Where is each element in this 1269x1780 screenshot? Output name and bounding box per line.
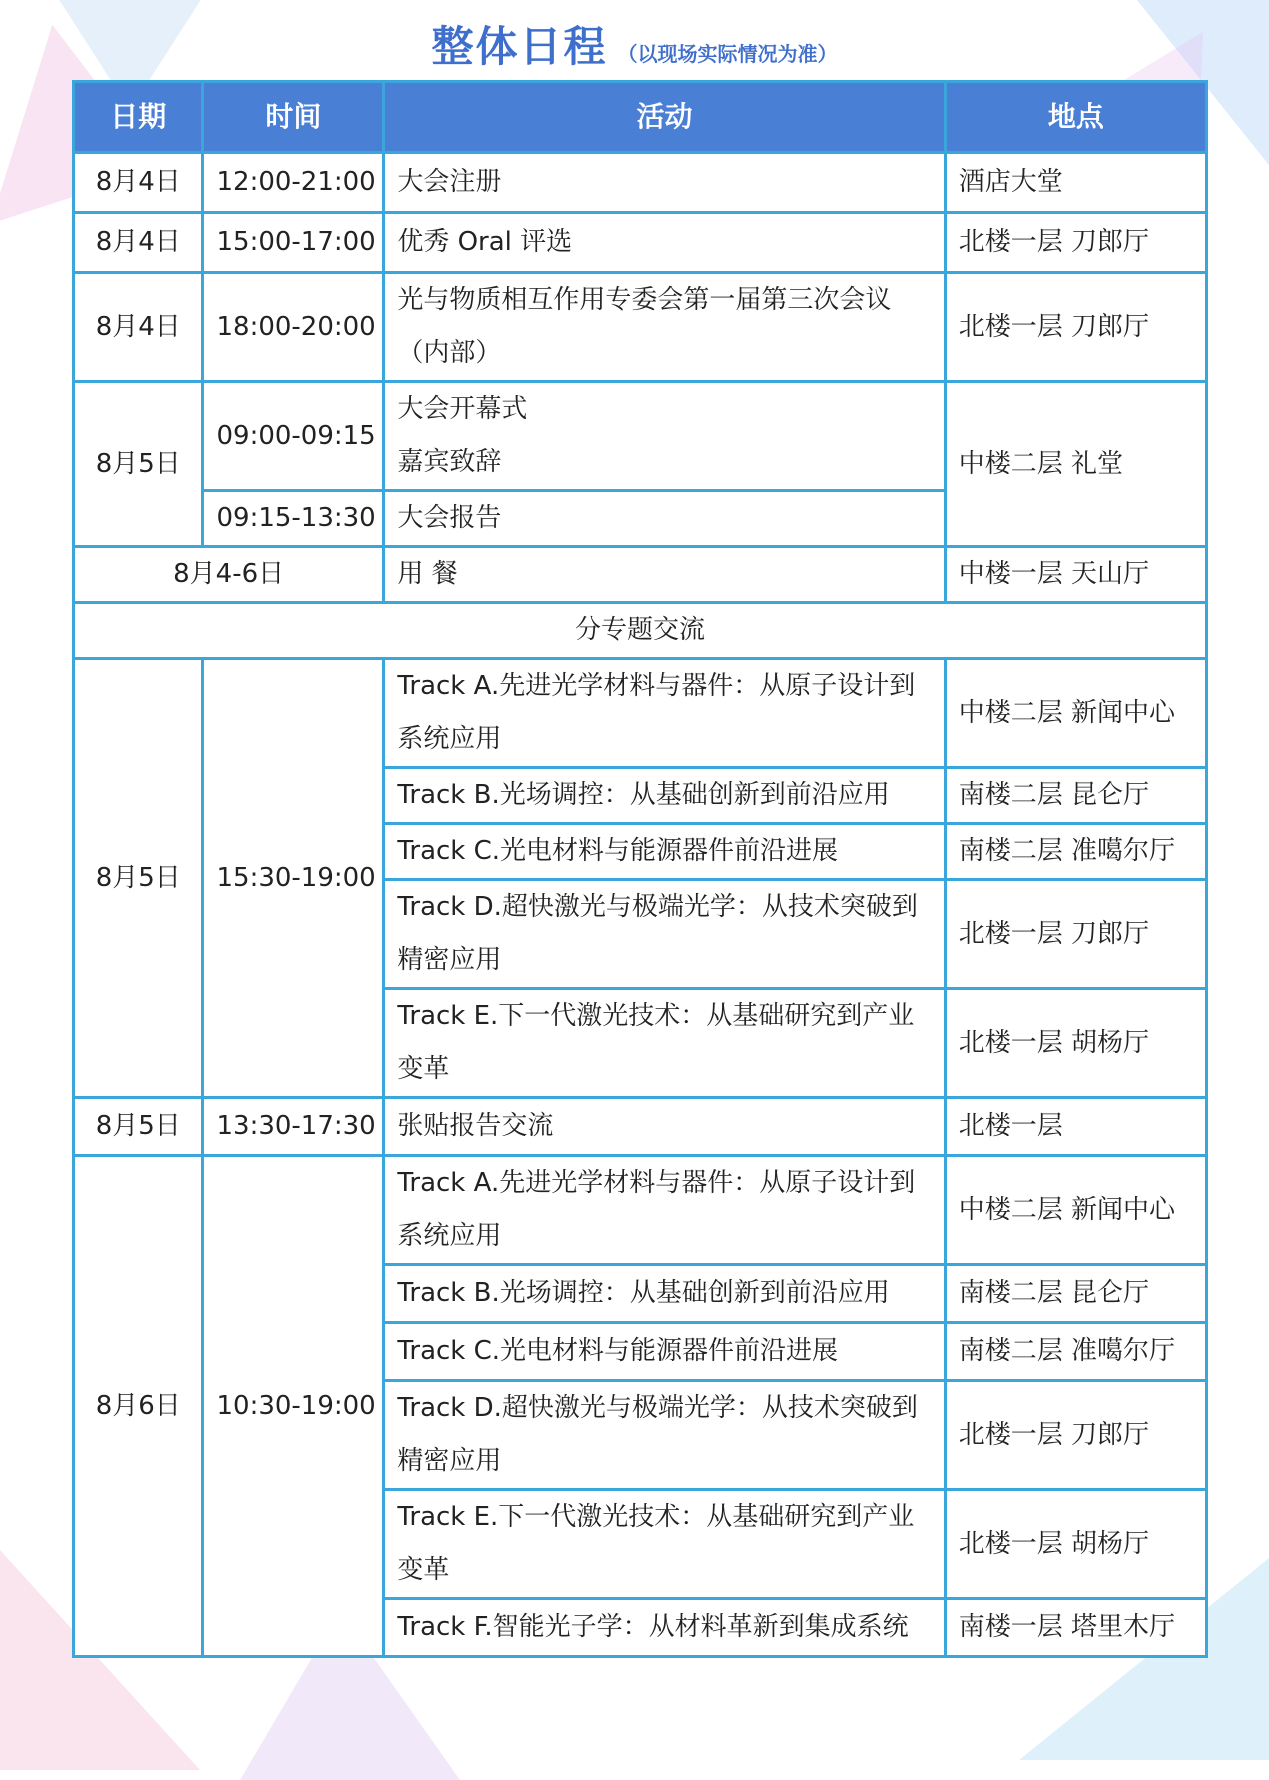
date-cell: 8月4日 [74, 153, 203, 213]
location-cell: 南楼一层 塔里木厅 [945, 1599, 1206, 1657]
activity-cell: Track D.超快激光与极端光学：从技术突破到精密应用 [384, 1381, 945, 1490]
activity-cell: Track C.光电材料与能源器件前沿进展 [384, 824, 945, 880]
time-cell: 15:30-19:00 [203, 659, 384, 1098]
location-cell: 北楼一层 [945, 1098, 1206, 1156]
header-row [74, 82, 1207, 153]
time-cell: 15:00-17:00 [203, 213, 384, 273]
location-cell: 中楼二层 新闻中心 [945, 659, 1206, 768]
schedule-title: 整体日程 [431, 22, 608, 71]
date-cell: 8月5日 [74, 382, 203, 547]
time-cell: 09:00-09:15 [203, 382, 384, 491]
location-cell: 北楼一层 胡杨厅 [945, 1490, 1206, 1599]
column-header-date: 日期 [74, 82, 203, 153]
activity-line: 大会开幕式 [397, 394, 528, 424]
schedule-subtitle: （以现场实际情况为准） [617, 42, 838, 66]
activity-cell: Track A.先进光学材料与器件：从原子设计到系统应用 [384, 659, 945, 768]
activity-cell: 大会报告 [384, 491, 945, 547]
table-row [74, 382, 1207, 491]
activity-cell: 张贴报告交流 [384, 1098, 945, 1156]
column-header-activity: 活动 [384, 82, 945, 153]
date-cell: 8月6日 [74, 1156, 203, 1657]
location-cell: 南楼二层 昆仑厅 [945, 768, 1206, 824]
schedule-table [72, 80, 1208, 1658]
table-row [74, 1098, 1207, 1156]
table-row [74, 659, 1207, 768]
activity-line: 嘉宾致辞 [397, 447, 502, 477]
table-row [74, 213, 1207, 273]
location-cell: 南楼二层 准噶尔厅 [945, 824, 1206, 880]
table-row [74, 153, 1207, 213]
date-range-cell: 8月4-6日 [74, 547, 384, 603]
activity-cell: 用 餐 [384, 547, 945, 603]
activity-cell: Track E.下一代激光技术：从基础研究到产业变革 [384, 989, 945, 1098]
location-cell: 南楼二层 准噶尔厅 [945, 1323, 1206, 1381]
column-header-location: 地点 [945, 82, 1206, 153]
time-cell: 09:15-13:30 [203, 491, 384, 547]
date-cell: 8月4日 [74, 213, 203, 273]
activity-cell: 光与物质相互作用专委会第一届第三次会议（内部） [384, 273, 945, 382]
page-title [0, 14, 1269, 74]
section-heading: 分专题交流 [74, 603, 1207, 659]
location-cell: 中楼二层 新闻中心 [945, 1156, 1206, 1265]
activity-cell: Track C.光电材料与能源器件前沿进展 [384, 1323, 945, 1381]
activity-cell: Track F.智能光子学：从材料革新到集成系统 [384, 1599, 945, 1657]
activity-cell: Track A.先进光学材料与器件：从原子设计到系统应用 [384, 1156, 945, 1265]
section-row [74, 603, 1207, 659]
time-cell: 13:30-17:30 [203, 1098, 384, 1156]
date-cell: 8月5日 [74, 1098, 203, 1156]
date-cell: 8月4日 [74, 273, 203, 382]
location-cell: 中楼一层 天山厅 [945, 547, 1206, 603]
location-cell: 南楼二层 昆仑厅 [945, 1265, 1206, 1323]
location-cell: 北楼一层 刀郎厅 [945, 273, 1206, 382]
location-cell: 酒店大堂 [945, 153, 1206, 213]
location-cell: 北楼一层 刀郎厅 [945, 880, 1206, 989]
location-cell: 中楼二层 礼堂 [945, 382, 1206, 547]
location-cell: 北楼一层 刀郎厅 [945, 213, 1206, 273]
table-row [74, 273, 1207, 382]
time-cell: 12:00-21:00 [203, 153, 384, 213]
activity-cell: Track B.光场调控：从基础创新到前沿应用 [384, 1265, 945, 1323]
activity-cell: Track B.光场调控：从基础创新到前沿应用 [384, 768, 945, 824]
time-cell: 18:00-20:00 [203, 273, 384, 382]
activity-cell: Track E.下一代激光技术：从基础研究到产业变革 [384, 1490, 945, 1599]
column-header-time: 时间 [203, 82, 384, 153]
table-row [74, 1156, 1207, 1265]
activity-cell: 大会注册 [384, 153, 945, 213]
date-cell: 8月5日 [74, 659, 203, 1098]
location-cell: 北楼一层 胡杨厅 [945, 989, 1206, 1098]
activity-cell [384, 382, 945, 491]
table-row [74, 547, 1207, 603]
location-cell: 北楼一层 刀郎厅 [945, 1381, 1206, 1490]
activity-cell: 优秀 Oral 评选 [384, 213, 945, 273]
activity-cell: Track D.超快激光与极端光学：从技术突破到精密应用 [384, 880, 945, 989]
time-cell: 10:30-19:00 [203, 1156, 384, 1657]
